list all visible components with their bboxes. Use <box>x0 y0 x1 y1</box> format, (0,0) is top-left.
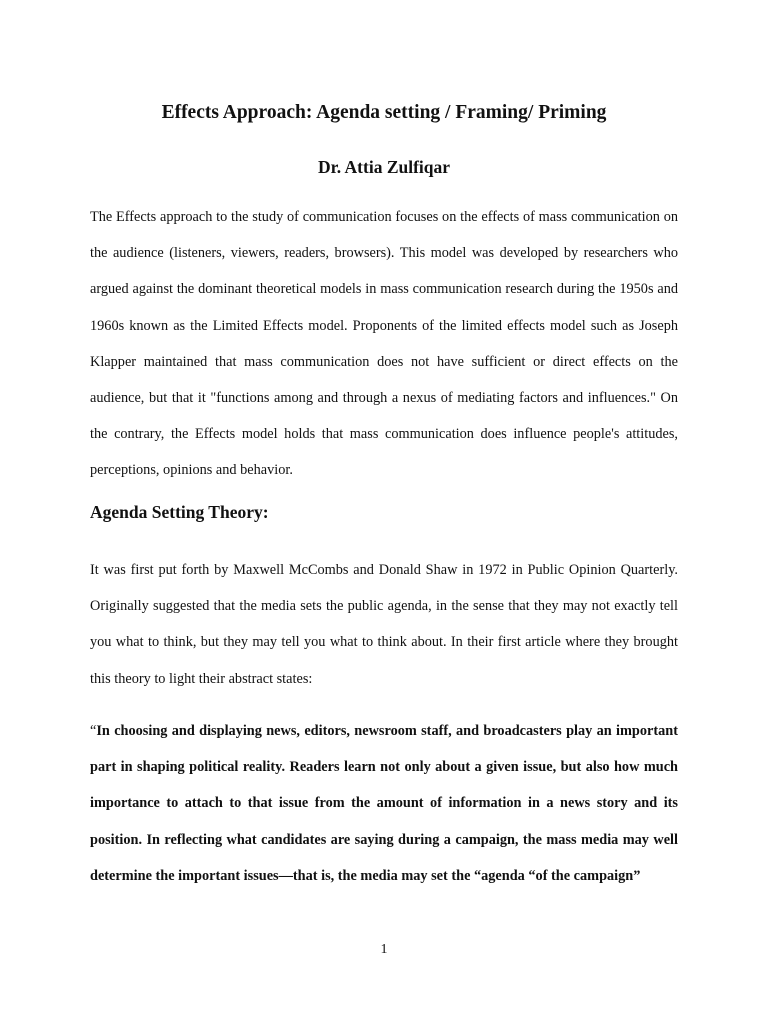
document-title: Effects Approach: Agenda setting / Framing/ Priming <box>161 102 607 123</box>
author-name: Dr. Attia Zulfiqar <box>317 157 451 177</box>
page-number: 1 <box>380 942 388 957</box>
agenda-setting-paragraph: It was first put forth by Maxwell McCombs and Donald Shaw in 1972 in Public Opinion Quarterly. Originally suggested that the media sets the public agenda, in the sense that they may not exactly tell you what to think, but they may tell you what to think about. In their first article where they brought this theory to light their abstract states: <box>90 562 678 687</box>
block-quote <box>90 713 678 894</box>
quote-open-mark: “ <box>90 723 97 739</box>
quote-text: In choosing and displaying news, editors, newsroom staff, and broadcasters play an important part in shaping political reality. Readers learn not only about a given issue, but also how much importance to attach to that issue from the amount of information in a news story and its position. In reflecting what candidates are saying during a campaign, the mass media may well determine the important issues—that is, the media may set the “agenda “of the campaign” <box>90 723 678 884</box>
section-heading: Agenda Setting Theory: <box>90 502 269 522</box>
intro-paragraph: The Effects approach to the study of communication focuses on the effects of mass communication on the audience (listeners, viewers, readers, browsers). This model was developed by researchers who argued against the dominant theoretical models in mass communication research during the 1950s and 1960s known as the Limited Effects model. Proponents of the limited effects model such as Joseph Klapper maintained that mass communication does not have sufficient or direct effects on the audience, but that it "functions among and through a nexus of mediating factors and influences." On the contrary, the Effects model holds that mass communication does influence people's attitudes, perceptions, opinions and behavior. <box>90 209 678 479</box>
